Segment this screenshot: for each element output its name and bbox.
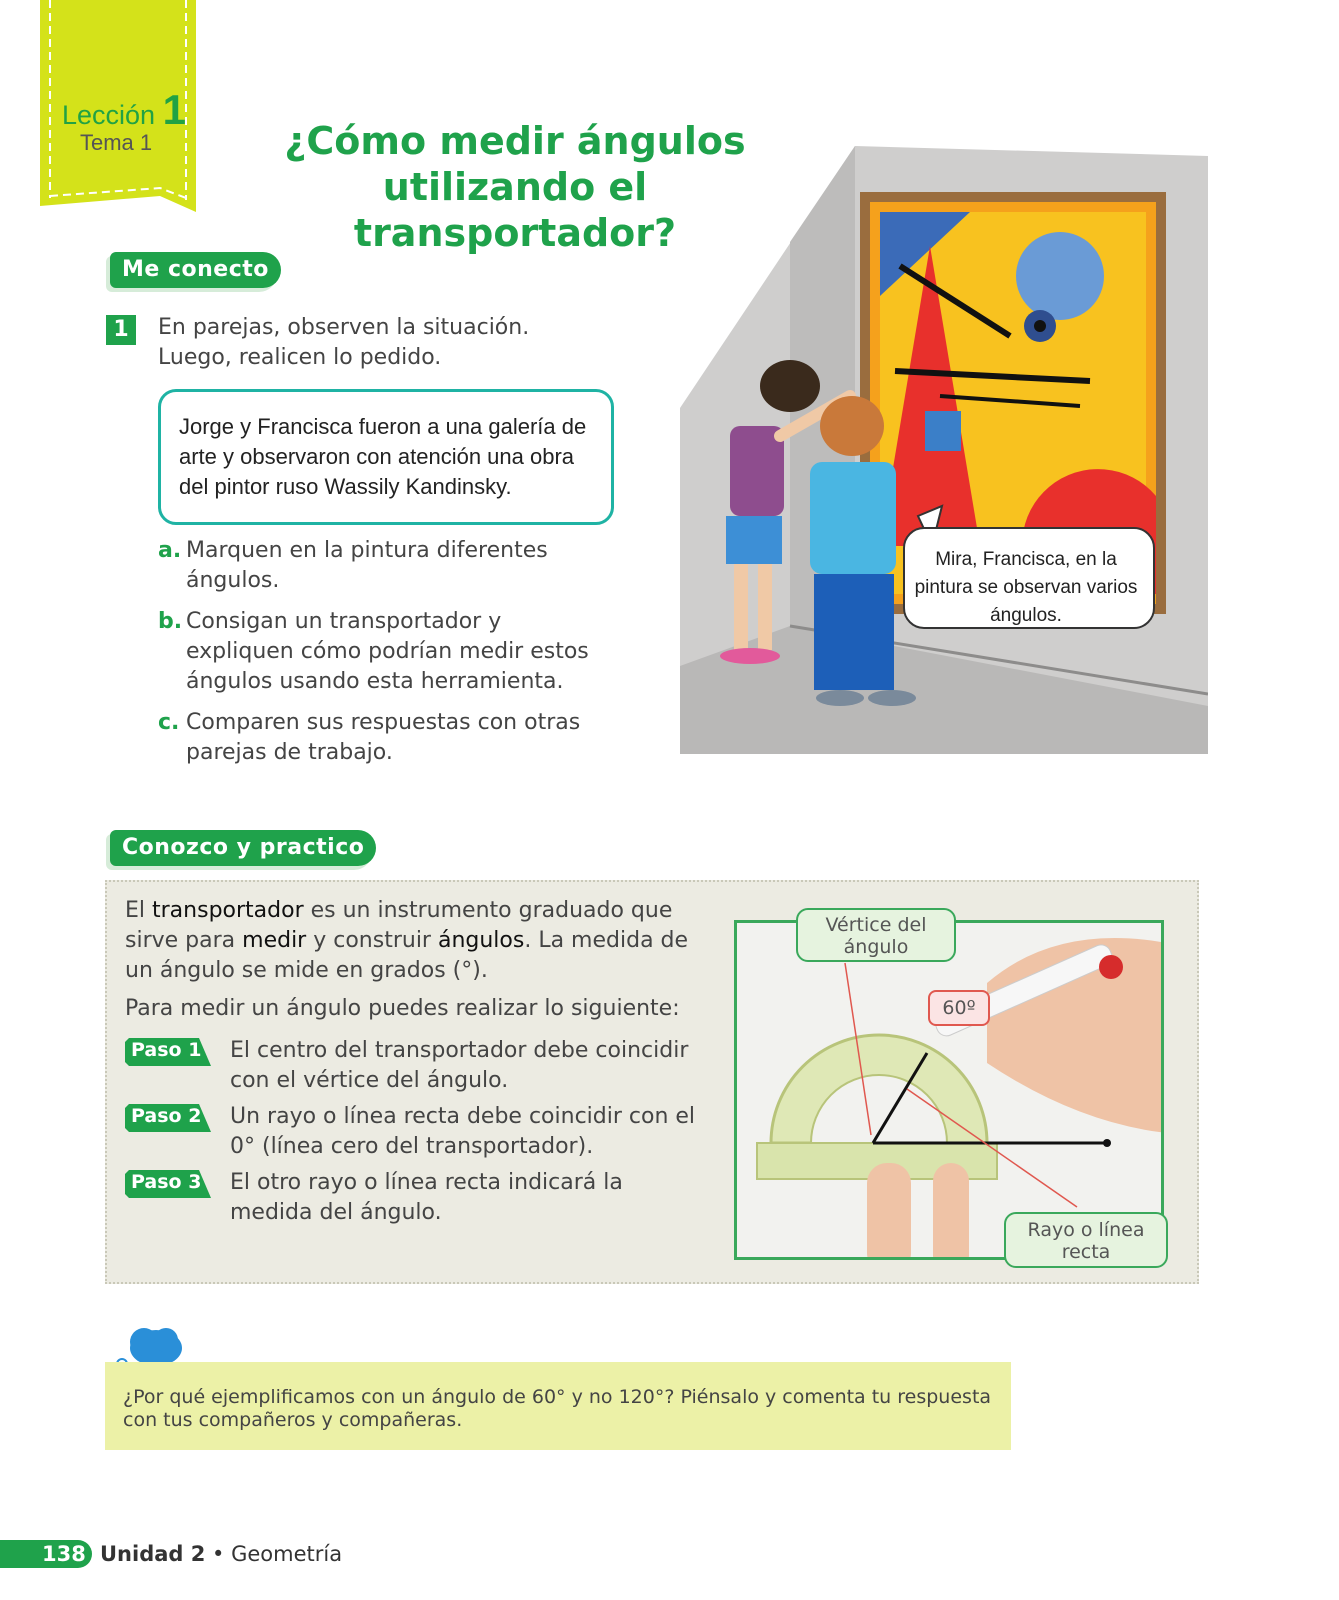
activity-item-a: a. Marquen en la pintura diferentes ángulos. <box>158 538 548 593</box>
ray-callout: Rayo o línea recta <box>1004 1212 1168 1268</box>
conozco-tag: Conozco y practico <box>110 830 376 866</box>
step-3-text: El otro rayo o línea recta indicará la medida del ángulo. <box>230 1170 623 1225</box>
protractor-drawing <box>737 923 1164 1260</box>
activity-item-c: c. Comparen sus respuestas con otras parejas de trabajo. <box>158 710 581 765</box>
reflection-question: ¿Por qué ejemplificamos con un ángulo de 60° y no 120°? Piénsalo y comenta tu respuesta con tus compañeros y compañeras. <box>105 1362 1011 1450</box>
instruction-text: Para medir un ángulo puedes realizar lo siguiente: <box>125 996 680 1021</box>
activity-number: 1 <box>106 315 136 345</box>
me-conecto-tag: Me conecto <box>110 252 281 288</box>
gallery-scene <box>680 146 1208 754</box>
step-1-text: El centro del transportador debe coincidir con el vértice del ángulo. <box>230 1038 689 1093</box>
activity-item-b: b. Consigan un transportador y expliquen cómo podrían medir estos ángulos usando esta herramienta. <box>158 609 589 694</box>
lesson-label: Lección 1 <box>62 86 186 133</box>
step-3-tag: Paso 3 <box>125 1170 211 1198</box>
angle-callout: 60º <box>928 990 990 1026</box>
situation-box: Jorge y Francisca fueron a una galería de arte y observaron con atención una obra del pintor ruso Wassily Kandinsky. <box>158 389 614 525</box>
gallery-illustration <box>680 146 1208 754</box>
title-line-2: utilizando el transportador? <box>353 165 677 255</box>
title-line-1: ¿Cómo medir ángulos <box>284 119 746 163</box>
speech-bubble-text: Mira, Francisca, en la pintura se observan varios ángulos. <box>914 549 1138 626</box>
lesson-topic: Tema 1 <box>80 130 153 155</box>
vertex-callout: Vértice del ángulo <box>796 908 956 962</box>
step-1-tag: Paso 1 <box>125 1038 211 1066</box>
protractor-photo <box>734 920 1164 1260</box>
definition-text: El transportador es un instrumento graduado que sirve para medir y construir ángulos. La medida de un ángulo se mide en grados (°). <box>125 898 689 983</box>
activity-intro: En parejas, observen la situación. Luego, realicen lo pedido. <box>158 315 530 370</box>
step-2-tag: Paso 2 <box>125 1104 211 1132</box>
page-number: 138 <box>42 1542 86 1566</box>
unit-label: Unidad 2 • Geometría <box>100 1542 343 1566</box>
step-2-text: Un rayo o línea recta debe coincidir con el 0° (línea cero del transportador). <box>230 1104 696 1159</box>
